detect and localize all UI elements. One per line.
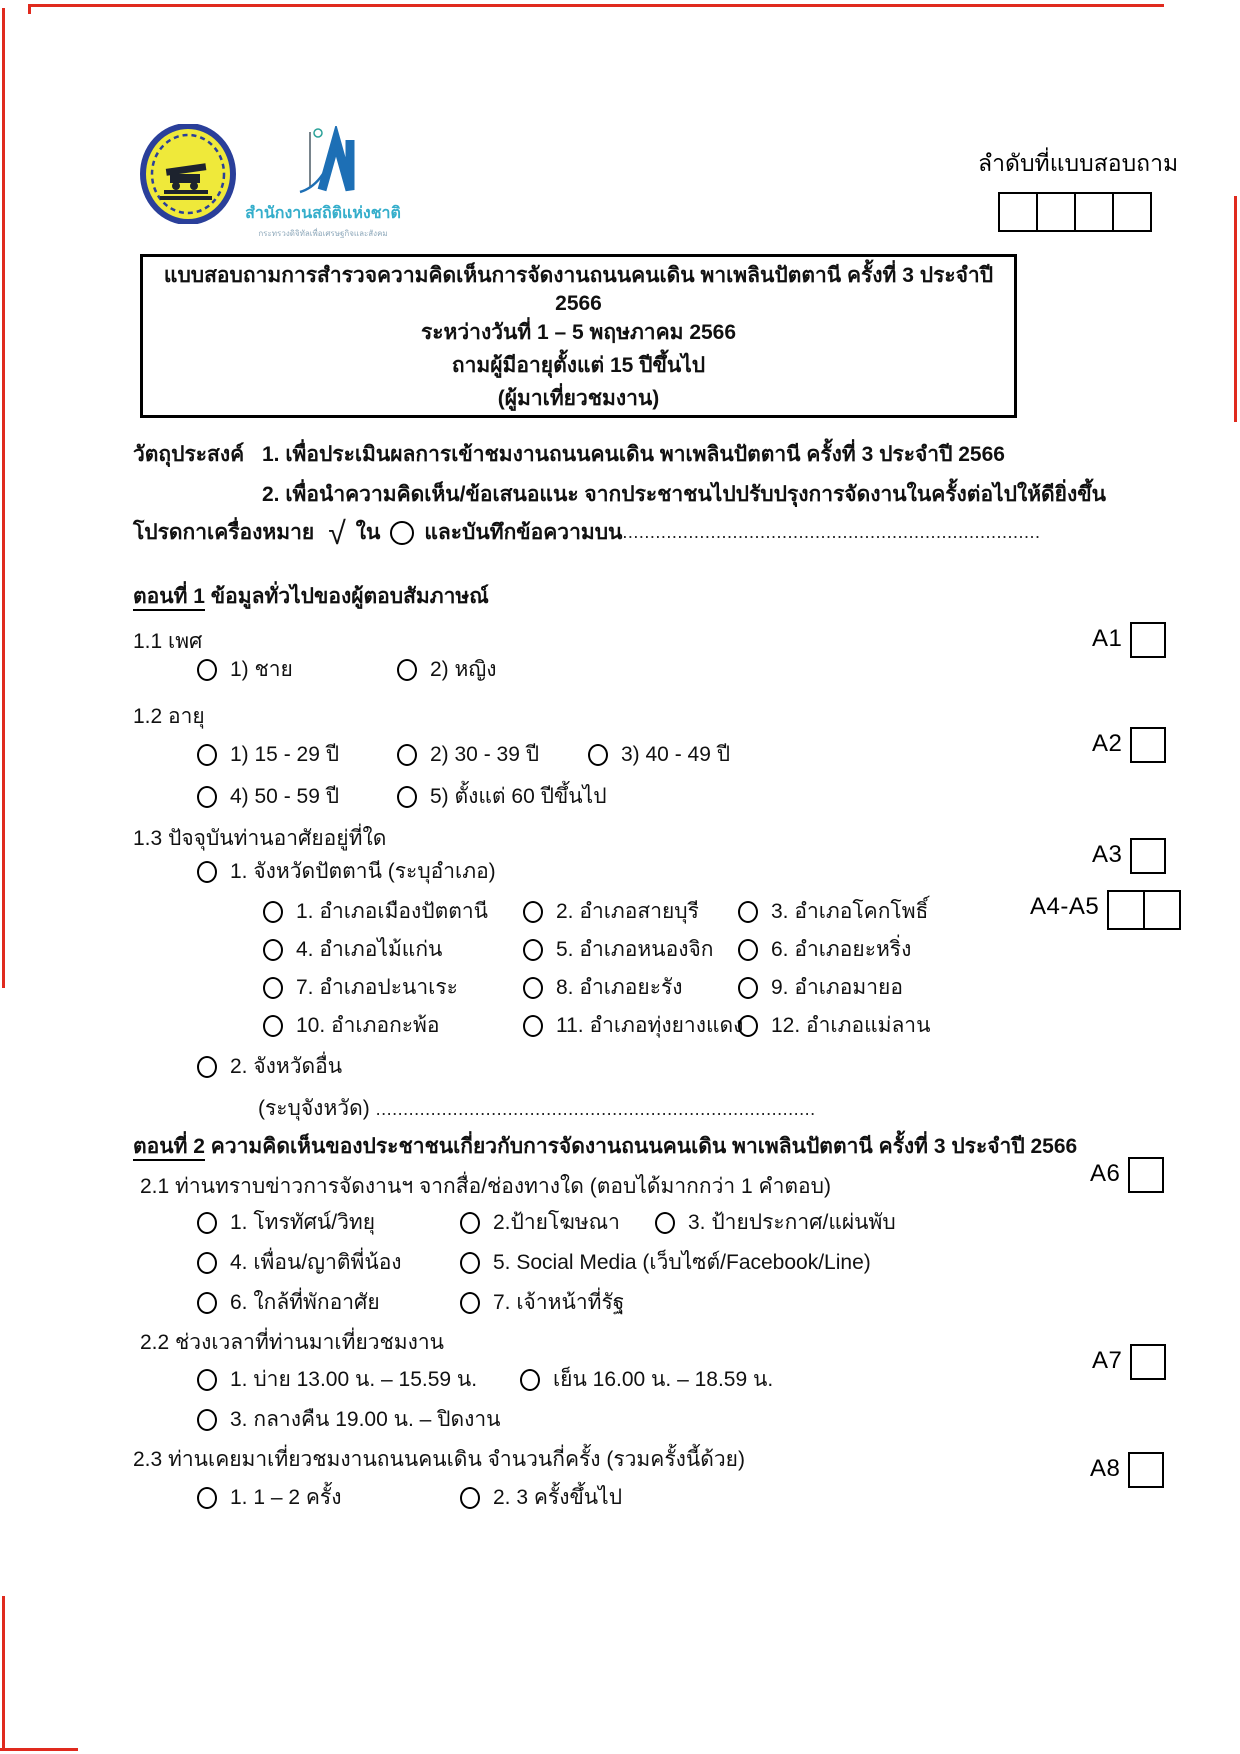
answer-code-a6 (1090, 1157, 1164, 1193)
code-label-a4-a5: A4-A5 (1030, 893, 1100, 920)
circle-mark-icon (390, 521, 414, 545)
section2-heading (133, 1130, 1077, 1163)
radio-option-district-7[interactable] (263, 971, 458, 1004)
radio-circle-icon (197, 1212, 217, 1234)
option-label: เย็น 16.00 น. – 18.59 น. (553, 1368, 774, 1391)
radio-option-media-official[interactable] (460, 1286, 624, 1319)
radio-circle-icon (263, 939, 283, 961)
radio-circle-icon (523, 1015, 543, 1037)
code-label-a3: A3 (1092, 841, 1123, 868)
code-label-a2: A2 (1092, 730, 1123, 757)
question-1-3-label: 1.3 ปัจจุบันท่านอาศัยอยู่ที่ใด (133, 827, 387, 850)
radio-circle-icon (460, 1212, 480, 1234)
option-label: 3. กลางคืน 19.00 น. – ปิดงาน (230, 1408, 501, 1431)
title-line-3: ถามผู้มีอายุตั้งแต่ 15 ปีขึ้นไป (451, 354, 706, 377)
radio-option-visits-1-2[interactable] (197, 1481, 341, 1514)
option-label: 3. อำเภอโคกโพธิ์ (771, 900, 929, 923)
code-label-a6: A6 (1090, 1160, 1121, 1187)
instruction-dotted-line[interactable]: ............................................................................ (622, 522, 1041, 542)
radio-circle-icon (197, 786, 217, 808)
radio-option-media-poster[interactable] (655, 1206, 896, 1239)
check-mark-icon: √ (328, 514, 346, 551)
question-1-2-label: 1.2 อายุ (133, 705, 205, 728)
nso-tagline: กระทรวงดิจิทัลเพื่อเศรษฐกิจและสังคม (258, 229, 388, 238)
radio-option-district-8[interactable] (523, 971, 683, 1004)
radio-circle-icon (197, 1487, 217, 1509)
instruction-prefix: โปรดกาเครื่องหมาย (133, 521, 315, 544)
answer-box-a6[interactable] (1128, 1157, 1164, 1193)
radio-circle-icon (523, 939, 543, 961)
radio-option-district-2[interactable] (523, 895, 699, 928)
specify-province-dotted-line[interactable]: ................................................................................ (375, 1099, 816, 1119)
question-1-1-label: 1.1 เพศ (133, 630, 203, 653)
radio-option-district-6[interactable] (738, 933, 911, 966)
option-label: 10. อำเภอกะพ้อ (296, 1014, 440, 1037)
objectives-label: วัตถุประสงค์ (133, 443, 245, 466)
radio-circle-icon (397, 659, 417, 681)
radio-option-time-afternoon[interactable] (197, 1363, 477, 1396)
answer-box-a8[interactable] (1128, 1452, 1164, 1488)
option-label: 3. ป้ายประกาศ/แผ่นพับ (688, 1211, 896, 1234)
radio-circle-icon (263, 1015, 283, 1037)
section1-tag: ตอนที่ 1 (133, 585, 205, 611)
option-label: 5) ตั้งแต่ 60 ปีขึ้นไป (430, 785, 607, 808)
option-label: 8. อำเภอยะรัง (556, 976, 683, 999)
radio-circle-icon (197, 1252, 217, 1274)
radio-option-gender-male[interactable] (197, 653, 293, 686)
section1-heading (133, 580, 489, 613)
radio-circle-icon (197, 1056, 217, 1078)
option-label: 1) 15 - 29 ปี (230, 743, 340, 766)
radio-option-media-friends[interactable] (197, 1246, 402, 1279)
question-2-1-label: 2.1 ท่านทราบข่าวการจัดงานฯ จากสื่อ/ช่องทางใด (ตอบได้มากกว่า 1 คำตอบ) (140, 1175, 831, 1198)
radio-option-age-1[interactable] (197, 738, 339, 771)
radio-option-media-social[interactable] (460, 1246, 871, 1279)
section2-tag: ตอนที่ 2 (133, 1135, 205, 1161)
radio-circle-icon (397, 786, 417, 808)
answer-box-a5[interactable] (1143, 890, 1181, 930)
option-label: 6. อำเภอยะหริ่ง (771, 938, 912, 961)
option-label: 1) ชาย (230, 658, 293, 681)
radio-option-district-9[interactable] (738, 971, 903, 1004)
radio-option-visits-3plus[interactable] (460, 1481, 622, 1514)
radio-option-time-night[interactable] (197, 1403, 501, 1436)
radio-circle-icon (460, 1292, 480, 1314)
answer-code-a4-a5 (1030, 890, 1181, 930)
radio-circle-icon (197, 1409, 217, 1431)
answer-code-a7 (1092, 1344, 1166, 1380)
nso-logo (238, 126, 408, 240)
radio-circle-icon (197, 659, 217, 681)
radio-circle-icon (460, 1487, 480, 1509)
radio-circle-icon (197, 861, 217, 883)
option-label: 1. จังหวัดปัตตานี (ระบุอำเภอ) (230, 860, 496, 883)
scan-artifact-bottom-left-line (2, 1596, 5, 1749)
questionnaire-number-cell-4[interactable] (1112, 192, 1152, 232)
answer-box-a7[interactable] (1130, 1344, 1166, 1380)
radio-option-province-other[interactable] (197, 1050, 342, 1083)
answer-code-a2 (1092, 727, 1166, 763)
option-label: 5. Social Media (เว็บไซต์/Facebook/Line) (493, 1251, 871, 1274)
title-box (140, 254, 1017, 418)
radio-circle-icon (263, 901, 283, 923)
nso-name: สำนักงานสถิติแห่งชาติ (245, 205, 401, 222)
scan-artifact-right-line (1234, 196, 1237, 422)
radio-option-time-evening[interactable] (520, 1363, 773, 1396)
scan-artifact-top-tick (28, 4, 31, 14)
option-label: 1. บ่าย 13.00 น. – 15.59 น. (230, 1368, 478, 1391)
radio-circle-icon (263, 977, 283, 999)
section2-title: ความคิดเห็นของประชาชนเกี่ยวกับการจัดงานถนนคนเดิน พาเพลินปัตตานี ครั้งที่ 3 ประจำปี 2566 (204, 1135, 1078, 1158)
answer-box-a4[interactable] (1107, 890, 1145, 930)
radio-option-media-tv-radio[interactable] (197, 1206, 375, 1239)
radio-circle-icon (738, 939, 758, 961)
radio-circle-icon (397, 744, 417, 766)
objective-item-1: 1. เพื่อประเมินผลการเข้าชมงานถนนคนเดิน พาเพลินปัตตานี ครั้งที่ 3 ประจำปี 2566 (262, 443, 1005, 466)
radio-option-age-3[interactable] (588, 738, 730, 771)
radio-option-district-5[interactable] (523, 933, 713, 966)
option-label: 9. อำเภอมายอ (771, 976, 903, 999)
answer-box-a3[interactable] (1130, 838, 1166, 874)
radio-circle-icon (197, 1369, 217, 1391)
questionnaire-number-cell-3[interactable] (1074, 192, 1114, 232)
option-label: 2. อำเภอสายบุรี (556, 900, 699, 923)
radio-circle-icon (738, 901, 758, 923)
specify-province-label: (ระบุจังหวัด) (258, 1097, 370, 1120)
answer-code-a3 (1092, 838, 1166, 874)
pattani-provincial-seal-logo (140, 124, 236, 224)
radio-circle-icon (655, 1212, 675, 1234)
radio-option-district-10[interactable] (263, 1009, 440, 1042)
scan-artifact-bottom-line (0, 1748, 78, 1751)
code-label-a1: A1 (1092, 625, 1123, 652)
radio-circle-icon (738, 977, 758, 999)
scan-artifact-top-line (28, 4, 1164, 7)
questionnaire-number-cell-1[interactable] (998, 192, 1038, 232)
option-label: 2. 3 ครั้งขึ้นไป (493, 1486, 623, 1509)
radio-circle-icon (738, 1015, 758, 1037)
instruction-mid: ใน (355, 521, 381, 544)
marking-instruction (133, 516, 1041, 549)
option-label: 2) 30 - 39 ปี (430, 743, 540, 766)
option-label: 6. ใกล้ที่พักอาศัย (230, 1291, 380, 1314)
option-label: 1. 1 – 2 ครั้ง (230, 1486, 342, 1509)
code-label-a7: A7 (1092, 1347, 1123, 1374)
objective-item-2: 2. เพื่อนำความคิดเห็น/ข้อเสนอแนะ จากประชาชนไปปรับปรุงการจัดงานในครั้งต่อไปให้ดียิ่งขึ้น (262, 483, 1106, 506)
radio-option-district-12[interactable] (738, 1009, 930, 1042)
option-label: 2. จังหวัดอื่น (230, 1055, 343, 1078)
answer-code-a1 (1092, 622, 1166, 658)
radio-circle-icon (520, 1369, 540, 1391)
answer-code-a8 (1090, 1452, 1164, 1488)
option-label: 1. อำเภอเมืองปัตตานี (296, 900, 489, 923)
radio-circle-icon (197, 1292, 217, 1314)
code-label-a8: A8 (1090, 1455, 1121, 1482)
option-label: 5. อำเภอหนองจิก (556, 938, 714, 961)
option-label: 2.ป้ายโฆษณา (493, 1211, 620, 1234)
option-label: 4. อำเภอไม้แก่น (296, 938, 443, 961)
option-label: 7. อำเภอปะนาเระ (296, 976, 458, 999)
answer-box-a1[interactable] (1130, 622, 1166, 658)
radio-option-province-pattani[interactable] (197, 855, 496, 888)
radio-option-district-3[interactable] (738, 895, 928, 928)
radio-option-gender-female[interactable] (397, 653, 497, 686)
instruction-suffix: และบันทึกข้อความบน (424, 521, 623, 544)
radio-option-age-5[interactable] (397, 780, 607, 813)
option-label: 11. อำเภอทุ่งยางแดง (556, 1014, 744, 1037)
option-label: 2) หญิง (430, 658, 497, 681)
radio-option-district-4[interactable] (263, 933, 442, 966)
radio-option-age-2[interactable] (397, 738, 539, 771)
questionnaire-number-cell-2[interactable] (1036, 192, 1076, 232)
radio-option-media-near-home[interactable] (197, 1286, 380, 1319)
radio-circle-icon (523, 901, 543, 923)
nso-n-icon (278, 126, 368, 194)
title-line-2: ระหว่างวันที่ 1 – 5 พฤษภาคม 2566 (420, 321, 737, 344)
specify-province (258, 1092, 816, 1125)
radio-option-district-1[interactable] (263, 895, 488, 928)
radio-option-district-11[interactable] (523, 1009, 743, 1042)
radio-option-age-4[interactable] (197, 780, 339, 813)
question-2-2-label: 2.2 ช่วงเวลาที่ท่านมาเที่ยวชมงาน (140, 1331, 445, 1354)
option-label: 7. เจ้าหน้าที่รัฐ (493, 1291, 625, 1314)
title-line-4: (ผู้มาเที่ยวชมงาน) (497, 387, 660, 410)
option-label: 4) 50 - 59 ปี (230, 785, 340, 808)
option-label: 3) 40 - 49 ปี (621, 743, 731, 766)
radio-circle-icon (197, 744, 217, 766)
radio-circle-icon (523, 977, 543, 999)
scan-artifact-left-line (2, 8, 5, 988)
title-line-1: แบบสอบถามการสำรวจความคิดเห็นการจัดงานถนนคนเดิน พาเพลินปัตตานี ครั้งที่ 3 ประจำปี 2566 (163, 264, 994, 315)
option-label: 1. โทรทัศน์/วิทยุ (230, 1211, 376, 1234)
radio-option-media-billboard[interactable] (460, 1206, 620, 1239)
option-label: 4. เพื่อน/ญาติพี่น้อง (230, 1251, 402, 1274)
questionnaire-number-boxes (998, 192, 1152, 232)
radio-circle-icon (460, 1252, 480, 1274)
questionnaire-number-label: ลำดับที่แบบสอบถาม (978, 150, 1179, 176)
section1-title: ข้อมูลทั่วไปของผู้ตอบสัมภาษณ์ (204, 585, 489, 608)
option-label: 12. อำเภอแม่ลาน (771, 1014, 931, 1037)
answer-box-a2[interactable] (1130, 727, 1166, 763)
radio-circle-icon (588, 744, 608, 766)
question-2-3-label: 2.3 ท่านเคยมาเที่ยวชมงานถนนคนเดิน จำนวนกี่ครั้ง (รวมครั้งนี้ด้วย) (133, 1448, 745, 1471)
